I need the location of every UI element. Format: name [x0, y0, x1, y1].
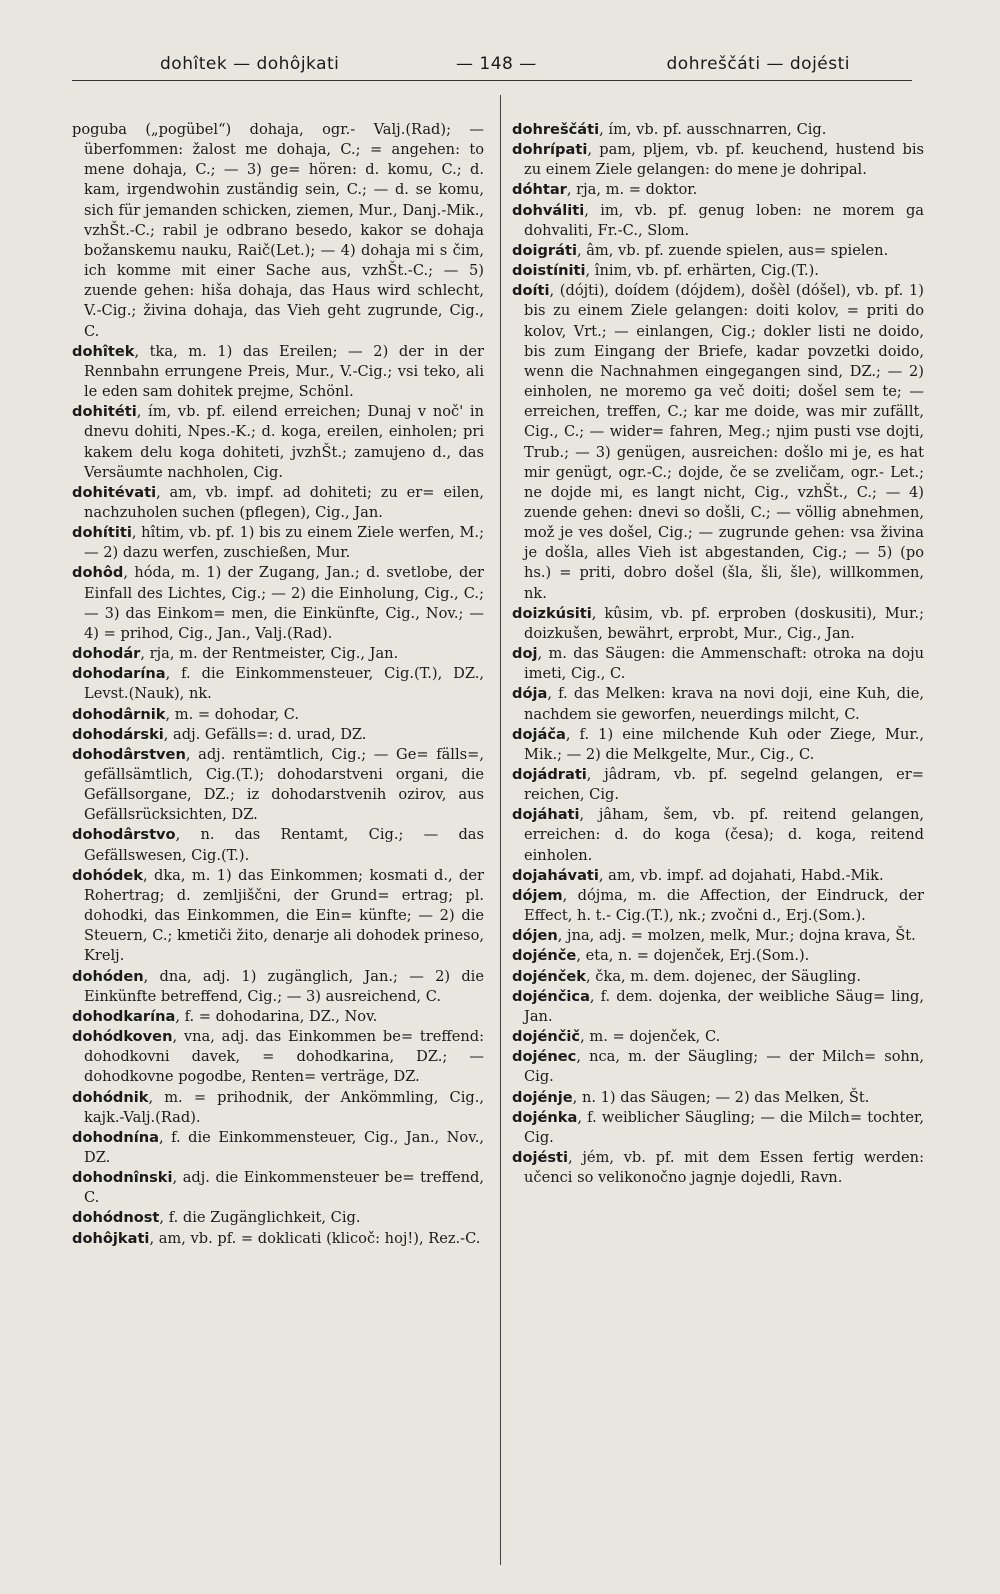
dictionary-entry: dója, f. das Melken: krava na novi doji, eine Kuh, die, nachdem sie geworfen, neuerdings milcht, C. [512, 685, 924, 723]
dictionary-entry: dojénčica, f. dem. dojenka, der weibliche Säug= ling, Jan. [512, 987, 924, 1025]
headword: dojénček [512, 967, 587, 985]
dictionary-entry: dohôjkati, am, vb. pf. = doklicati (klicoč: hoj!), Rez.-C. [72, 1229, 481, 1247]
dictionary-entry: dohitéti, ím, vb. pf. eilend erreichen; Dunaj v noč' in dnevu dohiti, Npes.-K.; d. koga, ereilen, einholen; pri kakem delu koga dohiteti, jvzhŠt.; zamujeno d., das Versäumte nachholen, Cig. [72, 403, 484, 481]
dictionary-entry: dójen, jna, adj. = molzen, melk, Mur.; dojna krava, Št. [512, 927, 916, 945]
dictionary-entry: dojáhati, jâham, šem, vb. pf. reitend gelangen, erreichen: d. do koga (česa); d. koga, reitend einholen. [512, 806, 924, 864]
dictionary-entry: dohitévati, am, vb. impf. ad dohiteti; zu er= eilen, nachzuholen suchen (pflegen), Cig., Jan. [72, 483, 484, 521]
headword: dojénčica [512, 987, 590, 1005]
dictionary-entry: dojénka, f. weiblicher Säugling; — die Milch= tochter, Cig. [512, 1108, 924, 1146]
headword: dohodkarína [72, 1007, 176, 1025]
dictionary-entry: doj, m. das Säugen: die Ammenschaft: otroka na doju imeti, Cig., C. [512, 645, 924, 683]
headword: doistíniti [512, 262, 586, 280]
headword: dohódek [72, 866, 143, 884]
dictionary-entry: dojáča, f. 1) eine milchende Kuh oder Ziege, Mur., Mik.; — 2) die Melkgelte, Mur., Cig., C. [512, 725, 924, 763]
page-number: — 148 — [456, 54, 537, 74]
dictionary-entry: doíti, (dójti), doídem (dójdem), došèl (dóšel), vb. pf. 1) bis zu einem Ziele gelangen: doiti kolov, = priti do kolov, Vrt.; — einlangen, Cig.; dokler listi ne doido, bis zum Eingang der Briefe, kadar povzetki doido, wenn die Nachnahmen eingegangen sind, DZ.; — 2) einholen, ne moremo ga več doiti; došel sem te; — erreichen, treffen, C.; kar me doide, was mir zufällt, Cig., C.; — wider= fahren, Meg.; njim pusti vse dojti, Trub.; — 3) genügen, ausreichen: došlo mi je, es hat mir genügt, ogr.-C.; dojde, če se zveličam, ogr.- Let.; ne dojde mi, es langt nicht, Cig., vzhŠt., C.; — 4) zuende gehen: dnevi so došli, C.; — völlig abnehmen, mož je ves došel, Cig.; — zugrunde gehen: vsa živina je došla, alles Vieh ist abgestanden, Cig.; — 5) (po hs.) = priti, dobro došel (šla, šli, šle), willkommen, nk. [512, 282, 924, 602]
headword: dohreščáti [512, 121, 600, 138]
headword: dohítiti [72, 524, 132, 542]
dictionary-entry: dohodkarína, f. = dohodarina, DZ., Nov. [72, 1007, 378, 1025]
dictionary-entry: dohóden, dna, adj. 1) zugänglich, Jan.; — 2) die Einkünfte betreffend, Cig.; — 3) ausreichend, C. [72, 967, 484, 1005]
page-header [160, 50, 850, 80]
left-column [72, 120, 484, 1249]
headword: dohîtek [72, 342, 135, 360]
dictionary-entry: dojénček, čka, m. dem. dojenec, der Säugling. [512, 967, 862, 985]
dictionary-entry: dohôd, hóda, m. 1) der Zugang, Jan.; d. svetlobe, der Einfall des Lichtes, Cig.; — 2) die Einholung, Cig., C.; — 3) das Einkom= men, die Einkünfte, Cig., Nov.; — 4) = prihod, Cig., Jan., Valj.(Rad). [72, 564, 484, 642]
dictionary-entry: doigráti, âm, vb. pf. zuende spielen, aus= spielen. [512, 241, 889, 259]
headword: dojádrati [512, 766, 587, 783]
headword: dojénec [512, 1048, 577, 1066]
headword: dohodarína [72, 665, 166, 683]
headword: doigráti [512, 241, 577, 259]
headword: dohóden [72, 967, 144, 985]
headword: dohódnik [72, 1088, 149, 1106]
column-divider [500, 95, 501, 1565]
dictionary-entry: dohodârstven, adj. rentämtlich, Cig.; — Ge= fälls=, gefällsämtlich, Cig.(T.); dohodarstveni organi, die Gefällsorgane, DZ.; iz dohodarstvenih ozirov, aus Gefällsrücksichten, DZ. [72, 745, 484, 824]
dictionary-entry: dohódnost, f. die Zugänglichkeit, Cig. [72, 1209, 361, 1227]
dictionary-entry: dojahávati, am, vb. impf. ad dojahati, Habd.-Mik. [512, 866, 884, 884]
headword: dohodârstvo [72, 826, 176, 844]
dictionary-entry: dojénče, eta, n. = dojenček, Erj.(Som.). [512, 947, 810, 965]
dictionary-entry: dohódek, dka, m. 1) das Einkommen; kosmati d., der Rohertrag; d. zemljiščni, der Grund= ertrag; pl. dohodki, das Einkommen, die Ein= künfte; — 2) die Steuern, C.; kmetiči žito, denarje ali dohodek prineso, Krelj. [72, 866, 484, 965]
dictionary-entry: dohreščáti, ím, vb. pf. ausschnarren, Cig. [512, 121, 827, 138]
headword: dohodnína [72, 1128, 159, 1146]
headword: dojésti [512, 1148, 569, 1166]
dictionary-entry: dohrípati, pam, pljem, vb. pf. keuchend, hustend bis zu einem Ziele gelangen: do mene je dohripal. [512, 141, 924, 179]
header-rule [72, 80, 912, 81]
headword: dojénka [512, 1108, 578, 1126]
dictionary-entry: dohódnik, m. = prihodnik, der Ankömmling, Cig., kajk.-Valj.(Rad). [72, 1088, 484, 1126]
headword: dohrípati [512, 141, 588, 159]
headword: dojáča [512, 725, 566, 743]
headword: dojahávati [512, 866, 599, 884]
dictionary-entry: dohodârnik, m. = dohodar, C. [72, 705, 300, 723]
headword: dohitévati [72, 483, 157, 501]
dictionary-entry: dojádrati, jâdram, vb. pf. segelnd gelangen, er= reichen, Cig. [512, 766, 924, 804]
headword: dohôjkati [72, 1229, 150, 1247]
dictionary-entry: dojénje, n. 1) das Säugen; — 2) das Melken, Št. [512, 1088, 870, 1106]
dictionary-entry: dohodarína, f. die Einkommensteuer, Cig.(T.), DZ., Levst.(Nauk), nk. [72, 665, 484, 703]
right-column [512, 120, 924, 1188]
headword: doíti [512, 282, 550, 300]
headword: dohodnînski [72, 1169, 173, 1187]
headword: dójem [512, 886, 563, 904]
dictionary-entry: doizkúsiti, kûsim, vb. pf. erproben (doskusiti), Mur.; doizkušen, bewährt, erprobt, Mur., Cig., Jan. [512, 604, 924, 642]
header-right-guideword: dohreščáti — dojésti [666, 54, 850, 74]
dictionary-entry: dojénčič, m. = dojenček, C. [512, 1028, 721, 1046]
headword: dohitéti [72, 403, 137, 421]
headword: dohodârnik [72, 705, 166, 723]
headword: dójen [512, 927, 558, 945]
headword: dohódnost [72, 1209, 160, 1227]
dictionary-entry: dójem, dójma, m. die Affection, der Eindruck, der Effect, h. t.- Cig.(T.), nk.; zvočni d., Erj.(Som.). [512, 886, 924, 925]
headword: dohôd [72, 564, 124, 582]
dictionary-entry: doistíniti, înim, vb. pf. erhärten, Cig.(T.). [512, 262, 819, 280]
headword: dohodârstven [72, 745, 186, 763]
headword: doizkúsiti [512, 604, 592, 622]
headword: dohódkoven [72, 1028, 173, 1046]
dictionary-entry: poguba („pogübel“) dohaja, ogr.- Valj.(Rad); — überfommen: žalost me dohaja, C.; = angehen: to mene dohaja, C.; — 3) ge= hören: d. komu, C.; d. kam, irgendwohin zuständig sein, C.; — d. se komu, sich für jemanden schicken, ziemen, Mur., Danj.-Mik., vzhŠt.-C.; rabil je odbrano besedo, kakor se dohaja božanskemu nauku, Raič(Let.); — 4) dohaja mi s čim, ich komme mit einer Sache aus, vzhŠt.-C.; — 5) zuende gehen: hiša dohaja, das Haus wird schlecht, V.-Cig.; živina dohaja, das Vieh geht zugrunde, Cig., C. [72, 121, 484, 340]
headword: dojénčič [512, 1028, 581, 1046]
dictionary-entry: dojésti, jém, vb. pf. mit dem Essen fertig werden: učenci so velikonočno jagnje dojedli, Ravn. [512, 1148, 924, 1187]
headword: dohodár [72, 645, 141, 663]
dictionary-entry: dóhtar, rja, m. = doktor. [512, 181, 698, 199]
headword: dója [512, 685, 548, 703]
headword: dóhtar [512, 181, 567, 199]
headword: dojénje [512, 1088, 573, 1106]
headword: dojénče [512, 947, 577, 965]
dictionary-entry: dohodárski, adj. Gefälls=: d. urad, DZ. [72, 725, 367, 743]
dictionary-entry: dohodnînski, adj. die Einkommensteuer be= treffend, C. [72, 1169, 484, 1207]
headword: doj [512, 645, 538, 663]
dictionary-entry: dohodârstvo, n. das Rentamt, Cig.; — das Gefällswesen, Cig.(T.). [72, 826, 484, 864]
dictionary-entry: dohítiti, hîtim, vb. pf. 1) bis zu einem Ziele werfen, M.; — 2) dazu werfen, zuschießen, Mur. [72, 524, 484, 562]
dictionary-entry: dohódkoven, vna, adj. das Einkommen be= treffend: dohodkovni davek, = dohodkarina, DZ.; — dohodkovne pogodbe, Renten= verträge, DZ. [72, 1028, 484, 1086]
dictionary-entry: dojénec, nca, m. der Säugling; — der Milch= sohn, Cig. [512, 1048, 924, 1086]
headword: dohodárski [72, 725, 164, 743]
header-left-guideword: dohîtek — dohôjkati [160, 54, 340, 74]
headword: dojáhati [512, 806, 580, 824]
dictionary-entry: dohváliti, im, vb. pf. genug loben: ne morem ga dohvaliti, Fr.-C., Slom. [512, 201, 924, 239]
headword: dohváliti [512, 201, 585, 219]
dictionary-entry: dohîtek, tka, m. 1) das Ereilen; — 2) der in der Rennbahn errungene Preis, Mur., V.-Cig.; vsi teko, ali le eden sam dohitek prejme, Schönl. [72, 342, 484, 401]
dictionary-entry: dohodár, rja, m. der Rentmeister, Cig., Jan. [72, 645, 399, 663]
dictionary-entry: dohodnína, f. die Einkommensteuer, Cig., Jan., Nov., DZ. [72, 1128, 484, 1166]
